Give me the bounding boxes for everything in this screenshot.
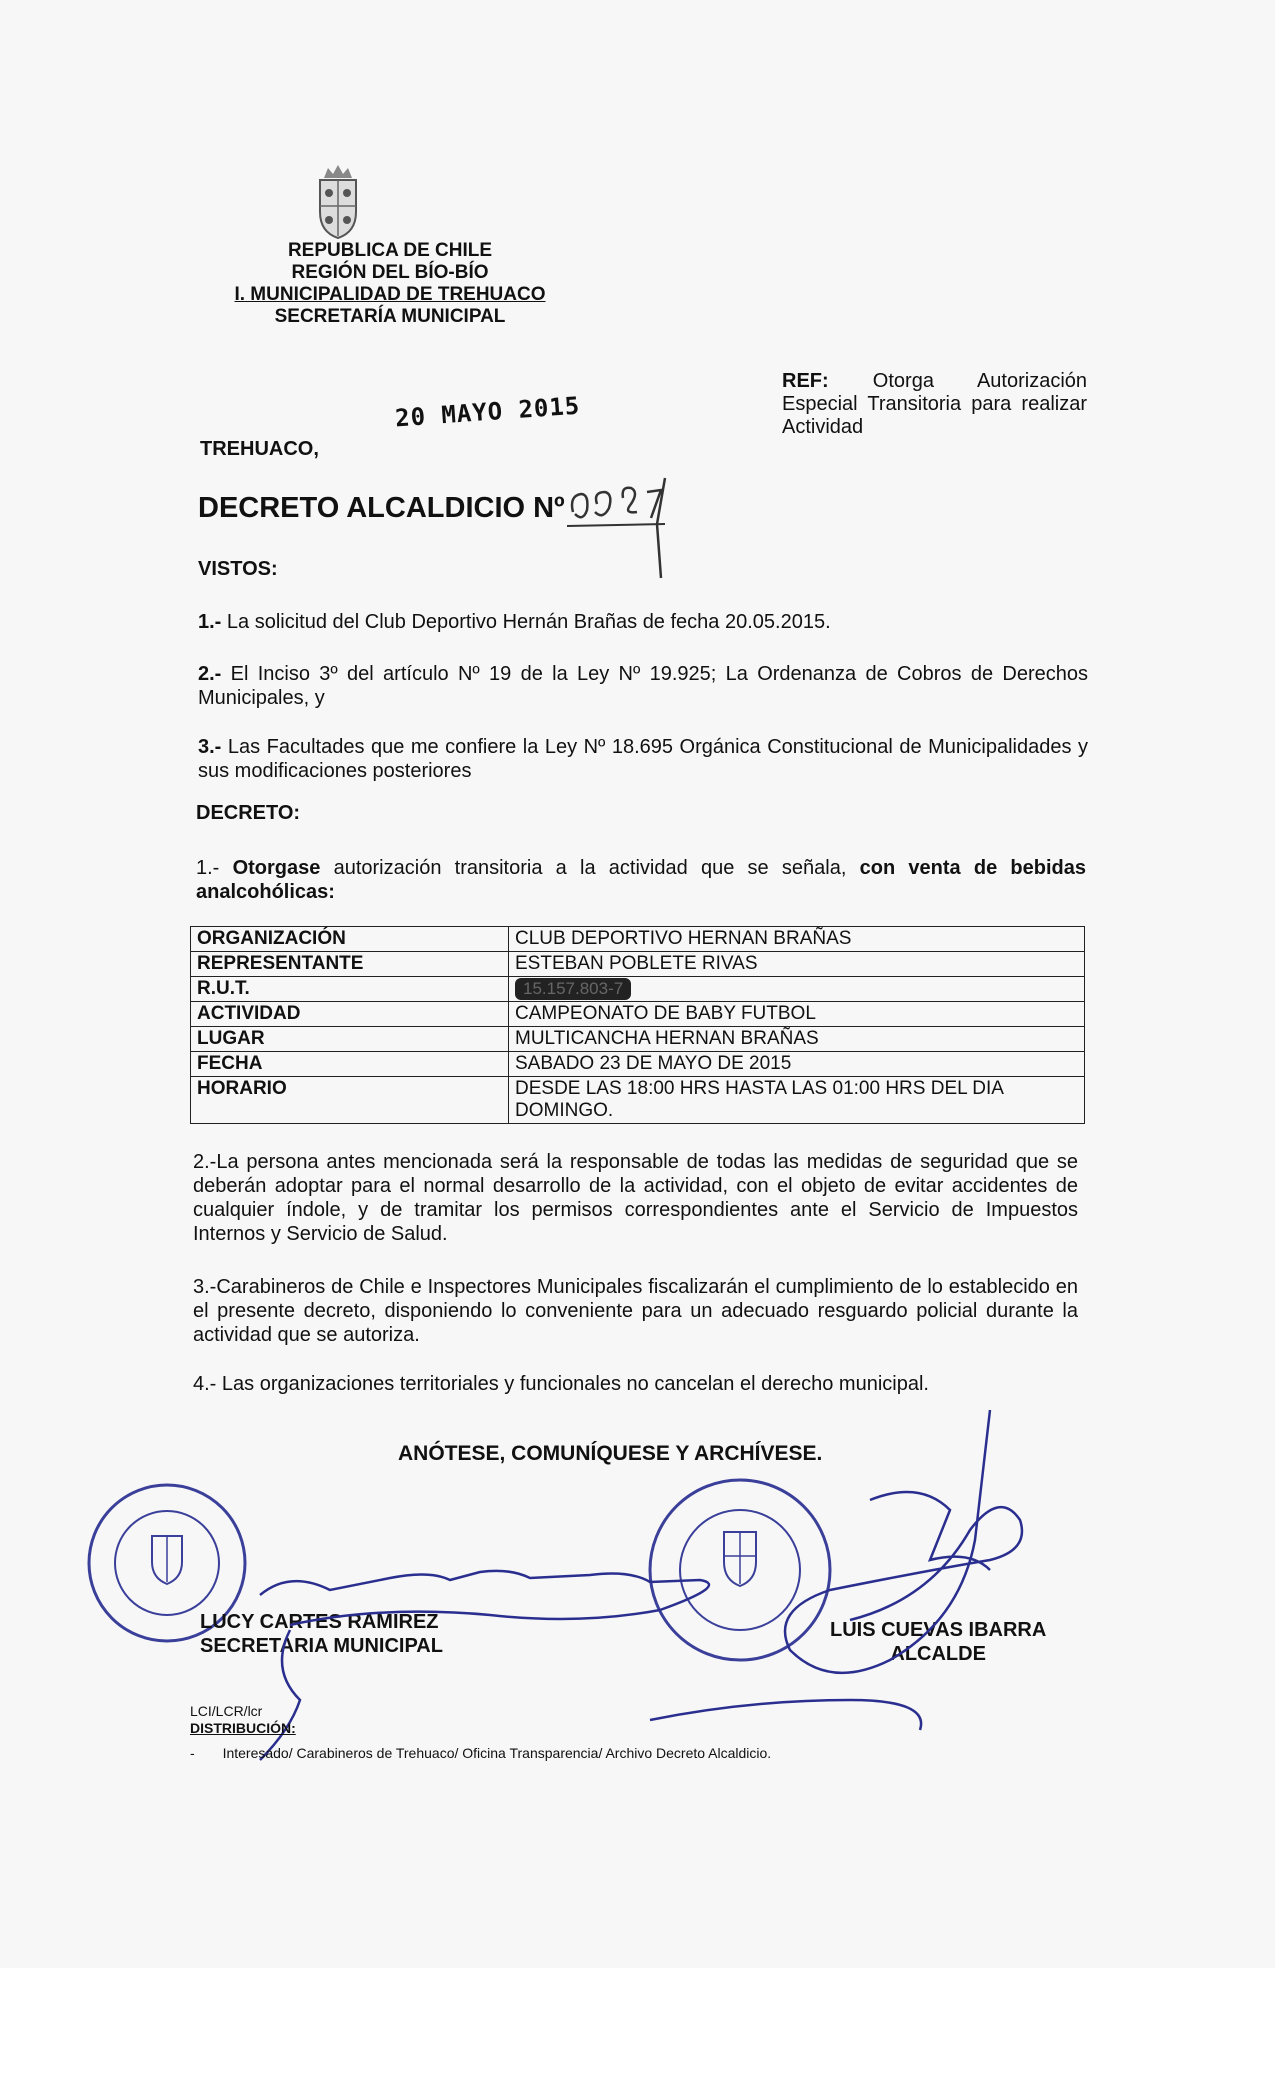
table-row (191, 952, 1085, 977)
vistos-item-1 (198, 610, 1088, 634)
distribution-item: Interesado/ Carabineros de Trehuaco/ Oficina Transparencia/ Archivo Decreto Alcaldicio. (222, 1745, 772, 1761)
footer-initials: LCI/LCR/lcr (190, 1703, 263, 1719)
table-value: DESDE LAS 18:00 HRS HASTA LAS 01:00 HRS DEL DIA DOMINGO. (509, 1077, 1085, 1124)
vistos-item-2 (198, 662, 1088, 710)
mayor-name: LUIS CUEVAS IBARRA (830, 1619, 1047, 1641)
vistos-heading: VISTOS: (198, 558, 278, 580)
institution-header (180, 240, 600, 328)
table-row (191, 1077, 1085, 1124)
header-line-region: REGIÓN DEL BÍO-BÍO (291, 262, 489, 283)
bullet-icon: - (190, 1745, 195, 1761)
coat-of-arms-icon (310, 162, 366, 242)
table-key: HORARIO (191, 1077, 509, 1124)
table-row (191, 1052, 1085, 1077)
redacted-rut: 15.157.803-7 (515, 978, 631, 1000)
decreto-item-1 (196, 856, 1086, 904)
decreto-heading: DECRETO: (196, 802, 301, 824)
vistos-item-1-text: La solicitud del Club Deportivo Hernán Brañas de fecha 20.05.2015. (226, 611, 831, 633)
table-value: CLUB DEPORTIVO HERNAN BRAÑAS (509, 927, 1085, 952)
table-value: CAMPEONATO DE BABY FUTBOL (509, 1002, 1085, 1027)
table-row (191, 1002, 1085, 1027)
distribution-list (190, 1745, 771, 1761)
table-value (509, 977, 1085, 1002)
vistos-item-1-num: 1.- (198, 611, 222, 633)
secretary-role: SECRETARIA MUNICIPAL (200, 1635, 443, 1657)
vistos-item-3-num: 3.- (198, 736, 222, 758)
decreto-item-1-bold: Otorgase (232, 857, 321, 879)
decreto-item-1-bold-tail: con venta de bebidas analcohólicas: (196, 857, 1086, 903)
header-line-country: REPUBLICA DE CHILE (287, 240, 493, 261)
distribution-heading: DISTRIBUCIÓN: (190, 1720, 296, 1736)
table-value: MULTICANCHA HERNAN BRAÑAS (509, 1027, 1085, 1052)
decreto-item-2: 2.-La persona antes mencionada será la responsable de todas las medidas de seguridad que se deberán adoptar para el normal desarrollo de la actividad, con el objeto de evitar accidentes de cualquier índole, y de tramitar los permisos correspondientes ante el Servicio de Impuestos Internos y Servicio de Salud. (193, 1151, 1078, 1245)
table-key: R.U.T. (191, 977, 509, 1002)
decreto-item-3: 3.-Carabineros de Chile e Inspectores Municipales fiscalizarán el cumplimiento de lo establecido en el presente decreto, disponiendo lo conveniente para un adecuado resguardo policial durante la actividad que se autoriza. (193, 1276, 1078, 1346)
table-row (191, 1027, 1085, 1052)
vistos-item-3-text: Las Facultades que me confiere la Ley Nº 18.695 Orgánica Constitucional de Municipalidades y sus modificaciones posteriores (198, 736, 1088, 782)
activity-table (190, 926, 1085, 1124)
decree-title-text: DECRETO ALCALDICIO Nº (198, 492, 565, 524)
date-stamp: 20 MAYO 2015 (394, 391, 582, 433)
header-line-municipality: I. MUNICIPALIDAD DE TREHUACO (234, 284, 546, 305)
handwritten-decree-number (565, 474, 695, 584)
table-key: REPRESENTANTE (191, 952, 509, 977)
header-line-secretariat: SECRETARÍA MUNICIPAL (274, 306, 506, 327)
table-key: FECHA (191, 1052, 509, 1077)
decreto-item-4: 4.- Las organizaciones territoriales y funcionales no cancelan el derecho municipal. (193, 1373, 929, 1395)
table-row (191, 977, 1085, 1002)
decreto-item-1-num: 1.- (196, 857, 220, 879)
table-value: SABADO 23 DE MAYO DE 2015 (509, 1052, 1085, 1077)
table-value: ESTEBAN POBLETE RIVAS (509, 952, 1085, 977)
decreto-item-1-text: autorización transitoria a la actividad que se señala, (333, 857, 847, 879)
vistos-item-3 (198, 735, 1088, 783)
table-key: ORGANIZACIÓN (191, 927, 509, 952)
closing-formula: ANÓTESE, COMUNÍQUESE Y ARCHÍVESE. (398, 1442, 823, 1465)
vistos-item-2-text: El Inciso 3º del artículo Nº 19 de la Ley Nº 19.925; La Ordenanza de Cobros de Derechos Municipales, y (198, 663, 1088, 709)
decree-title (198, 492, 565, 525)
reference-block (782, 370, 1087, 439)
reference-label: REF: (782, 370, 829, 392)
place-label: TREHUACO, (200, 438, 319, 460)
table-row (191, 927, 1085, 952)
footer-block (190, 1703, 296, 1737)
mayor-role: ALCALDE (890, 1643, 986, 1665)
secretary-name: LUCY CARTES RAMIREZ (200, 1611, 439, 1633)
table-key: LUGAR (191, 1027, 509, 1052)
vistos-item-2-num: 2.- (198, 663, 222, 685)
handwritten-signatures (230, 1400, 1090, 1780)
reference-text: Otorga Autorización Especial Transitoria para realizar Actividad (782, 370, 1088, 438)
page-bottom-margin (0, 1968, 1275, 2100)
table-key: ACTIVIDAD (191, 1002, 509, 1027)
